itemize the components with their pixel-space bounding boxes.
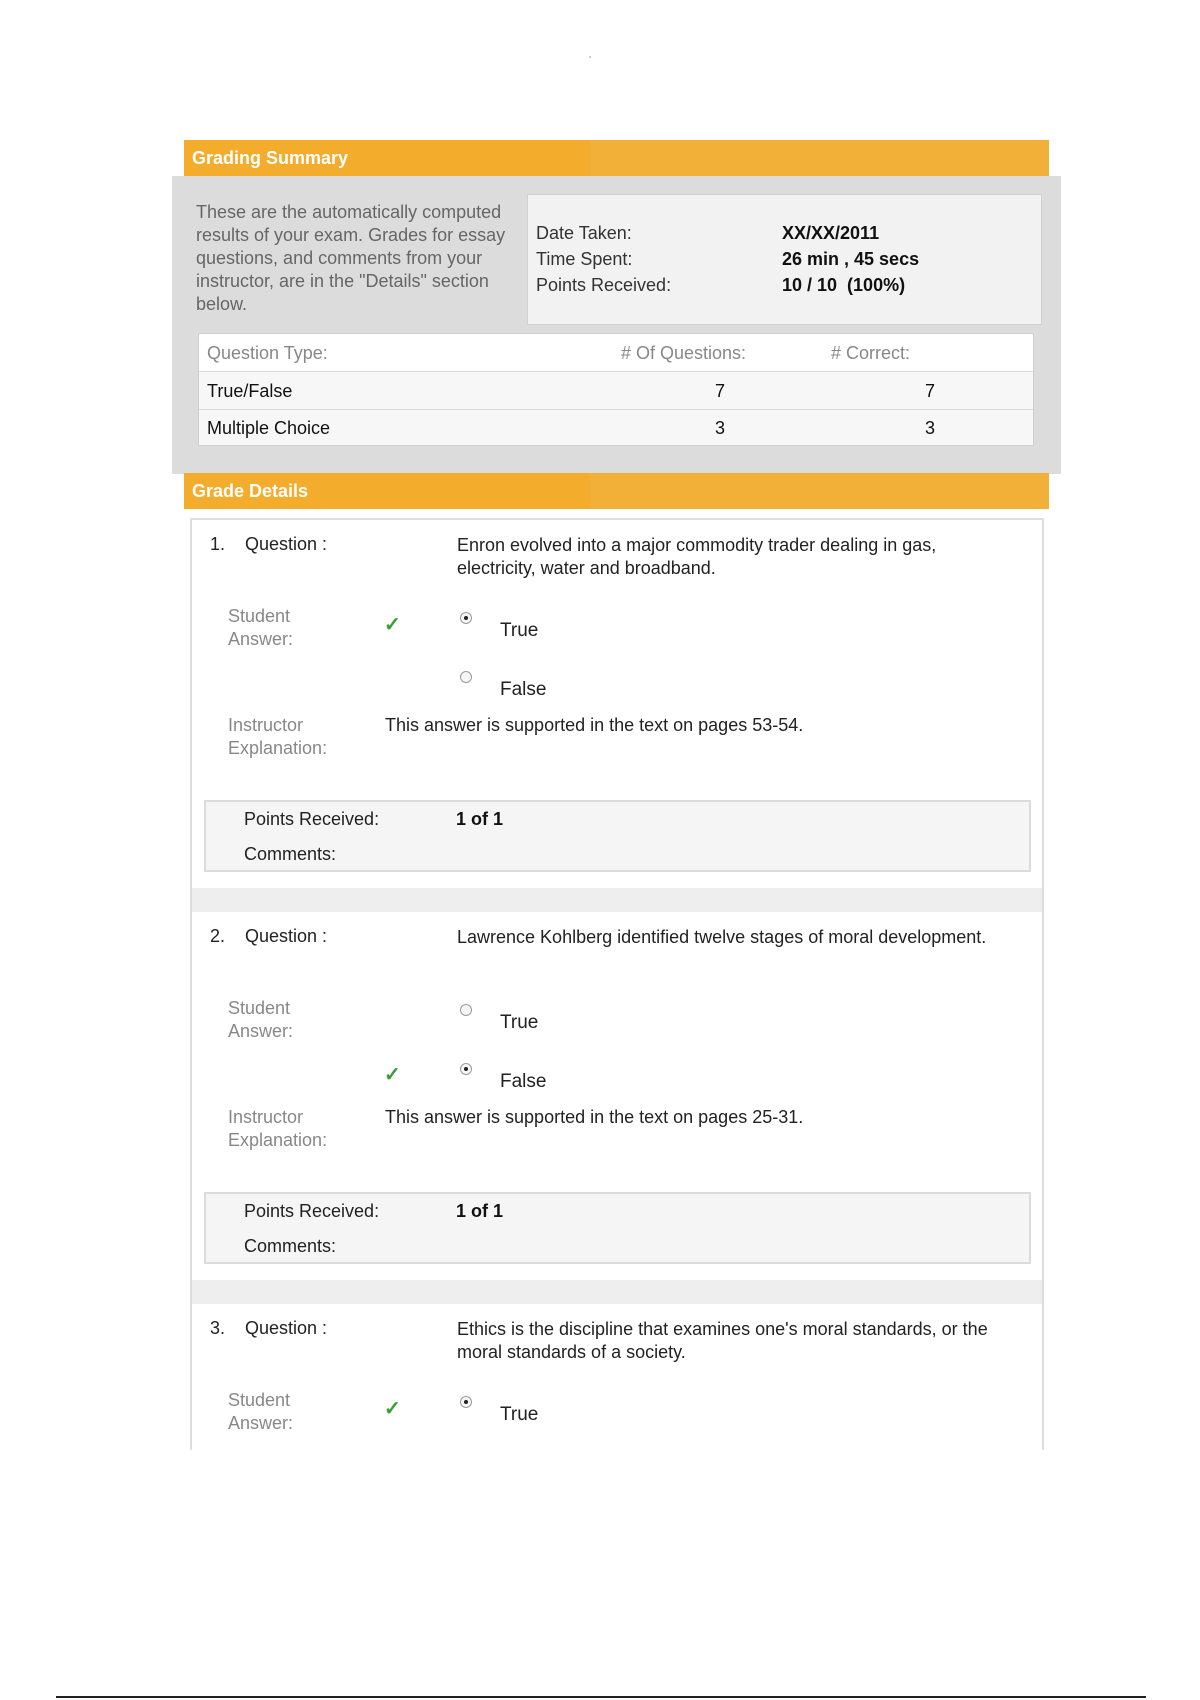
grade-details-header bbox=[184, 473, 1049, 509]
question-block-3 bbox=[192, 1304, 1042, 1452]
row-correct: 7 bbox=[925, 381, 936, 401]
grading-summary-header bbox=[184, 140, 1049, 176]
table-header-row bbox=[199, 334, 1033, 372]
row-correct: 3 bbox=[925, 418, 936, 438]
speck bbox=[589, 56, 591, 58]
question-block-1 bbox=[192, 520, 1042, 888]
option-false-label: False bbox=[500, 1071, 547, 1092]
footer-rule bbox=[56, 1696, 1146, 1698]
radio-false[interactable] bbox=[460, 1063, 472, 1075]
question-label: Question : bbox=[245, 926, 328, 946]
points-box bbox=[204, 1192, 1031, 1264]
points-received-value: 1 of 1 bbox=[456, 1201, 504, 1221]
student-answer-label: Student Answer: bbox=[228, 606, 294, 649]
row-questions: 7 bbox=[715, 381, 726, 401]
question-text: Lawrence Kohlberg identified twelve stages of moral development. bbox=[457, 927, 987, 947]
question-text: Ethics is the discipline that examines one's moral standards, or the moral standards of a society. bbox=[457, 1319, 988, 1362]
instructor-explanation-text: This answer is supported in the text on pages 25-31. bbox=[385, 1107, 804, 1127]
table-row bbox=[199, 409, 1033, 446]
grade-details-title: Grade Details bbox=[192, 481, 309, 501]
comments-label: Comments: bbox=[244, 1236, 337, 1256]
instructor-explanation-label: Instructor Explanation: bbox=[228, 715, 328, 758]
row-type: True/False bbox=[207, 381, 293, 401]
row-questions: 3 bbox=[715, 418, 726, 438]
instructor-explanation-text: This answer is supported in the text on pages 53-54. bbox=[385, 715, 804, 735]
question-number: 3. bbox=[210, 1318, 226, 1338]
question-label: Question : bbox=[245, 1318, 328, 1338]
question-text: Enron evolved into a major commodity trader dealing in gas, electricity, water and broadband. bbox=[457, 535, 937, 578]
question-separator bbox=[192, 888, 1042, 912]
checkmark-icon: ✓ bbox=[384, 1398, 401, 1420]
question-number: 2. bbox=[210, 926, 226, 946]
option-false-label: False bbox=[500, 679, 547, 700]
comments-label: Comments: bbox=[244, 844, 337, 864]
radio-true[interactable] bbox=[460, 1004, 472, 1016]
col-num-correct: # Correct: bbox=[831, 343, 911, 363]
row-type: Multiple Choice bbox=[207, 418, 331, 438]
points-box bbox=[204, 800, 1031, 872]
question-separator bbox=[192, 1280, 1042, 1304]
points-received-label: Points Received: bbox=[536, 275, 672, 295]
instructor-explanation-label: Instructor Explanation: bbox=[228, 1107, 328, 1150]
grade-details-panel bbox=[190, 518, 1044, 1450]
question-block-2 bbox=[192, 912, 1042, 1280]
option-true-label: True bbox=[500, 620, 539, 641]
option-true-label: True bbox=[500, 1012, 539, 1033]
student-answer-label: Student Answer: bbox=[228, 998, 294, 1041]
grading-summary-title: Grading Summary bbox=[192, 148, 349, 168]
points-received-label: Points Received: bbox=[244, 809, 380, 829]
date-taken-label: Date Taken: bbox=[536, 223, 632, 243]
radio-true[interactable] bbox=[460, 1396, 472, 1408]
question-number: 1. bbox=[210, 534, 226, 554]
time-spent-value: 26 min , 45 secs bbox=[782, 249, 920, 269]
option-true-label: True bbox=[500, 1404, 539, 1425]
col-num-questions: # Of Questions: bbox=[621, 343, 747, 363]
checkmark-icon: ✓ bbox=[384, 1064, 401, 1086]
date-taken-value: XX/XX/2011 bbox=[782, 223, 880, 243]
points-received-value: 1 of 1 bbox=[456, 809, 504, 829]
radio-true[interactable] bbox=[460, 612, 472, 624]
question-type-table bbox=[198, 333, 1034, 446]
checkmark-icon: ✓ bbox=[384, 614, 401, 636]
col-question-type: Question Type: bbox=[207, 343, 328, 363]
time-spent-label: Time Spent: bbox=[536, 249, 633, 269]
summary-intro-text: These are the automatically computed results of your exam. Grades for essay questions, and comments from your instructor, are in the "Details" section below. bbox=[196, 202, 506, 314]
points-received-label: Points Received: bbox=[244, 1201, 380, 1221]
table-row bbox=[199, 372, 1033, 410]
student-answer-label: Student Answer: bbox=[228, 1390, 294, 1433]
radio-false[interactable] bbox=[460, 671, 472, 683]
points-received-value: 10 / 10 (100%) bbox=[782, 275, 906, 295]
question-label: Question : bbox=[245, 534, 328, 554]
